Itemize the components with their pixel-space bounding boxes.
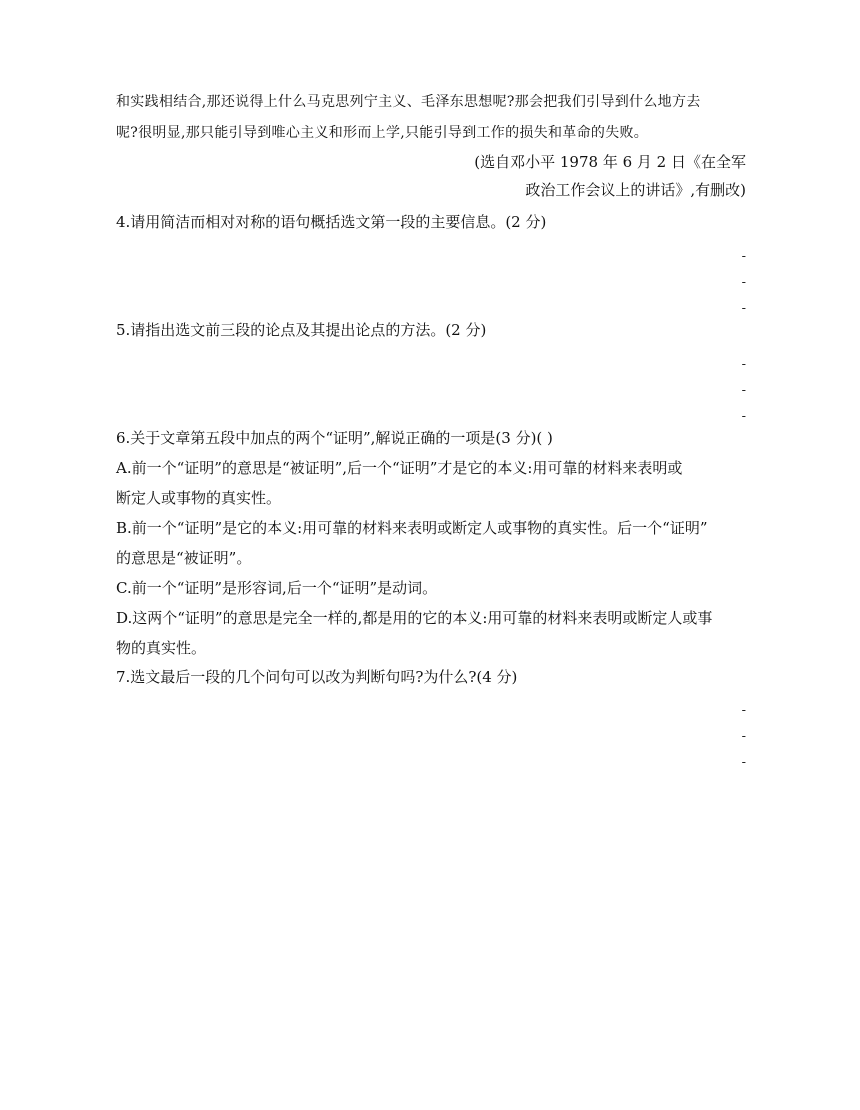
option-d-line-2[interactable]: 物的真实性。 <box>116 639 207 657</box>
answer-line-q4-3[interactable]: - <box>741 301 746 316</box>
option-c[interactable]: C.前一个“证明”是形容词,后一个“证明”是动词。 <box>116 579 438 597</box>
question-6: 6.关于文章第五段中加点的两个“证明”,解说正确的一项是(3 分)( ) <box>116 429 553 447</box>
option-b-line-2[interactable]: 的意思是“被证明”。 <box>116 549 252 567</box>
question-4: 4.请用简洁而相对对称的语句概括选文第一段的主要信息。(2 分) <box>116 213 547 231</box>
answer-line-q5-3[interactable]: - <box>741 409 746 424</box>
source-citation-line-1: (选自邓小平 1978 年 6 月 2 日《在全军 <box>474 153 746 171</box>
option-a-line-1[interactable]: A.前一个“证明”的意思是“被证明”,后一个“证明”才是它的本义:用可靠的材料来表明或 <box>116 459 683 477</box>
source-citation-line-2: 政治工作会议上的讲话》,有删改) <box>525 181 746 199</box>
option-d-line-1[interactable]: D.这两个“证明”的意思是完全一样的,都是用的它的本义:用可靠的材料来表明或断定人或事 <box>116 609 713 627</box>
answer-line-q4-1[interactable]: - <box>741 249 746 264</box>
answer-line-q4-2[interactable]: - <box>741 275 746 290</box>
answer-line-q7-1[interactable]: - <box>741 703 746 718</box>
answer-line-q7-3[interactable]: - <box>741 755 746 770</box>
option-a-line-2[interactable]: 断定人或事物的真实性。 <box>116 489 282 507</box>
question-5: 5.请指出选文前三段的论点及其提出论点的方法。(2 分) <box>116 321 487 339</box>
passage-line-1: 和实践相结合,那还说得上什么马克思列宁主义、毛泽东思想呢?那会把我们引导到什么地方去 <box>116 94 701 110</box>
question-7: 7.选文最后一段的几个问句可以改为判断句吗?为什么?(4 分) <box>116 668 518 686</box>
answer-line-q7-2[interactable]: - <box>741 729 746 744</box>
option-b-line-1[interactable]: B.前一个“证明”是它的本义:用可靠的材料来表明或断定人或事物的真实性。后一个“证明” <box>116 519 708 537</box>
answer-line-q5-1[interactable]: - <box>741 357 746 372</box>
answer-line-q5-2[interactable]: - <box>741 383 746 398</box>
passage-line-2: 呢?很明显,那只能引导到唯心主义和形而上学,只能引导到工作的损失和革命的失败。 <box>116 125 649 141</box>
